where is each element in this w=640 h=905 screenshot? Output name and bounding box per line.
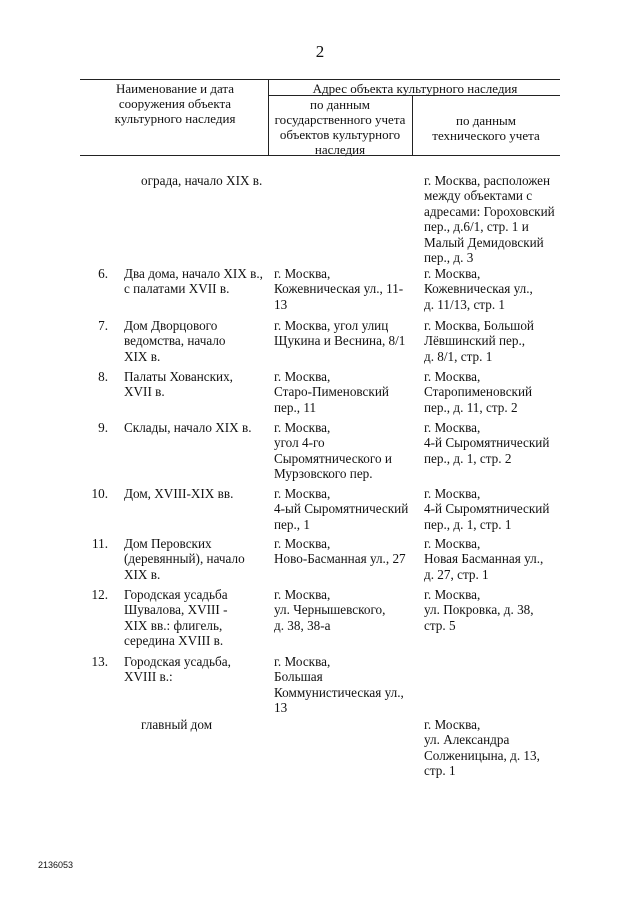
state-address: г. Москва, Ново-Басманная ул., 27 <box>274 536 406 567</box>
state-address: г. Москва, ул. Чернышевского, д. 38, 38-а <box>274 587 386 633</box>
object-name: Дом Перовских (деревянный), начало XIX в. <box>124 536 245 582</box>
row-number: 6. <box>98 266 108 281</box>
object-name: Городская усадьба Шувалова, XVIII - XIX вв.: флигель, середина XVIII в. <box>124 587 228 649</box>
object-name: Склады, начало XIX в. <box>124 420 252 435</box>
object-name: ограда, начало XIX в. <box>141 173 263 188</box>
state-address: г. Москва, Кожевническая ул., 11- 13 <box>274 266 404 312</box>
tech-address: г. Москва, ул. Александра Солженицына, д. 13, стр. 1 <box>424 717 540 779</box>
object-name: Палаты Хованских, XVII в. <box>124 369 233 400</box>
row-number: 13. <box>91 654 108 669</box>
row-number: 9. <box>98 420 108 435</box>
object-name: Дом Дворцового ведомства, начало XIX в. <box>124 318 226 364</box>
tech-address: г. Москва, Старопименовский пер., д. 11, стр. 2 <box>424 369 533 415</box>
tech-address: г. Москва, 4-й Сыромятнический пер., д. 1, стр. 1 <box>424 486 550 532</box>
row-number: 12. <box>91 587 108 602</box>
document-id: 2136053 <box>38 860 74 870</box>
state-address: г. Москва, Старо-Пименовский пер., 11 <box>274 369 389 415</box>
header-name: Наименование и дата сооружения объекта культурного наследия <box>114 81 236 126</box>
row-number: 7. <box>98 318 108 333</box>
object-name: Городская усадьба, XVIII в.: <box>124 654 231 685</box>
row-number: 8. <box>98 369 108 384</box>
tech-address: г. Москва, Большой Лёвшинский пер., д. 8/1, стр. 1 <box>424 318 534 364</box>
state-address: г. Москва, угол улиц Щукина и Веснина, 8/1 <box>274 318 406 349</box>
tech-address: г. Москва, ул. Покровка, д. 38, стр. 5 <box>424 587 534 633</box>
object-name: Дом, XVIII-XIX вв. <box>124 486 234 501</box>
object-name: главный дом <box>141 717 213 732</box>
header-tech-record: по данным технического учета <box>432 113 540 143</box>
tech-address: г. Москва, расположен между объектами с адресами: Гороховский пер., д.6/1, стр. 1 и Малый Демидовский пер., д. 3 <box>424 173 555 266</box>
page-number: 2 <box>315 42 325 61</box>
row-number: 11. <box>92 536 108 551</box>
state-address: г. Москва, Большая Коммунистическая ул., 13 <box>274 654 404 716</box>
state-address: г. Москва, 4-ый Сыромятнический пер., 1 <box>274 486 409 532</box>
row-number: 10. <box>91 486 108 501</box>
tech-address: г. Москва, 4-й Сыромятнический пер., д. 1, стр. 2 <box>424 420 550 466</box>
header-address: Адрес объекта культурного наследия <box>312 81 518 96</box>
tech-address: г. Москва, Кожевническая ул., д. 11/13, стр. 1 <box>424 266 533 312</box>
header-state-record: по данным государственного учета объектов культурного наследия <box>274 97 406 157</box>
tech-address: г. Москва, Новая Басманная ул., д. 27, стр. 1 <box>424 536 544 582</box>
header-top-rule <box>80 79 560 80</box>
object-name: Два дома, начало XIX в., с палатами XVII в. <box>124 266 263 297</box>
state-address: г. Москва, угол 4-го Сыромятнического и Мурзовского пер. <box>274 420 392 482</box>
